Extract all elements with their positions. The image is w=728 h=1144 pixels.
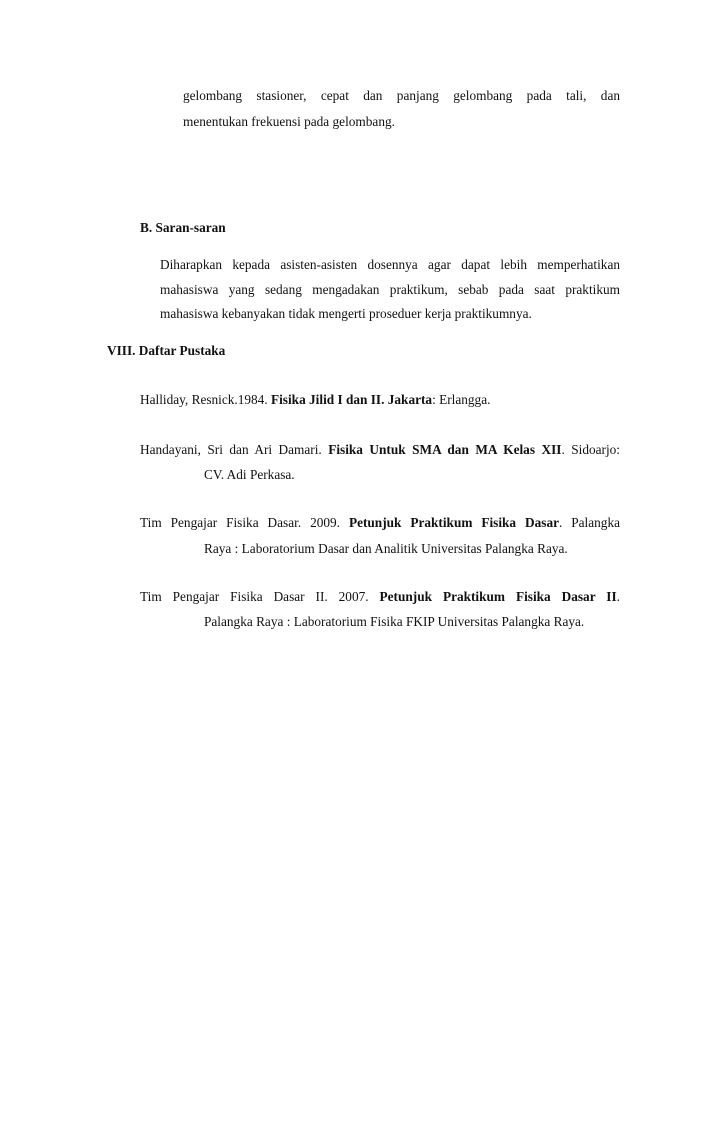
reference-2-city: . Sidoarjo: bbox=[561, 442, 620, 457]
saran-line-1: Diharapkan kepada asisten-asisten dosennya agar dapat lebih memperhatikan bbox=[160, 257, 620, 272]
reference-4-period: . bbox=[616, 589, 620, 604]
reference-1-publisher: : Erlangga. bbox=[432, 392, 491, 407]
reference-2-continuation: CV. Adi Perkasa. bbox=[204, 467, 295, 482]
reference-4-continuation: Palangka Raya : Laboratorium Fisika FKIP Universitas Palangka Raya. bbox=[204, 614, 585, 629]
reference-4-authors: Tim Pengajar Fisika Dasar II. 2007. bbox=[140, 589, 380, 604]
saran-line-2: mahasiswa yang sedang mengadakan praktikum, sebab pada saat praktikum bbox=[160, 282, 620, 297]
reference-2-authors: Handayani, Sri dan Ari Damari. bbox=[140, 442, 329, 457]
reference-1-title: Fisika Jilid I dan II. Jakarta bbox=[270, 392, 433, 407]
saran-line-3: mahasiswa kebanyakan tidak mengerti proseduer kerja praktikumnya. bbox=[160, 306, 532, 321]
reference-4 bbox=[140, 589, 620, 605]
reference-4-title: Petunjuk Praktikum Fisika Dasar II bbox=[379, 589, 617, 604]
saran-heading: B. Saran-saran bbox=[140, 220, 226, 235]
reference-2-title: Fisika Untuk SMA dan MA Kelas XII bbox=[328, 442, 562, 457]
reference-1 bbox=[140, 392, 490, 408]
daftar-heading: VIII. Daftar Pustaka bbox=[107, 343, 226, 358]
intro-line-2: menentukan frekuensi pada gelombang. bbox=[183, 114, 395, 129]
reference-2 bbox=[140, 442, 620, 458]
reference-3 bbox=[140, 515, 620, 531]
reference-3-city: . Palangka bbox=[559, 515, 621, 530]
reference-3-authors: Tim Pengajar Fisika Dasar. 2009. bbox=[140, 515, 349, 530]
intro-line-1: gelombang stasioner, cepat dan panjang gelombang pada tali, dan bbox=[183, 88, 620, 103]
reference-1-authors: Halliday, Resnick.1984. bbox=[140, 392, 271, 407]
reference-3-title: Petunjuk Praktikum Fisika Dasar bbox=[348, 515, 559, 530]
reference-3-continuation: Raya : Laboratorium Dasar dan Analitik Universitas Palangka Raya. bbox=[204, 541, 568, 556]
